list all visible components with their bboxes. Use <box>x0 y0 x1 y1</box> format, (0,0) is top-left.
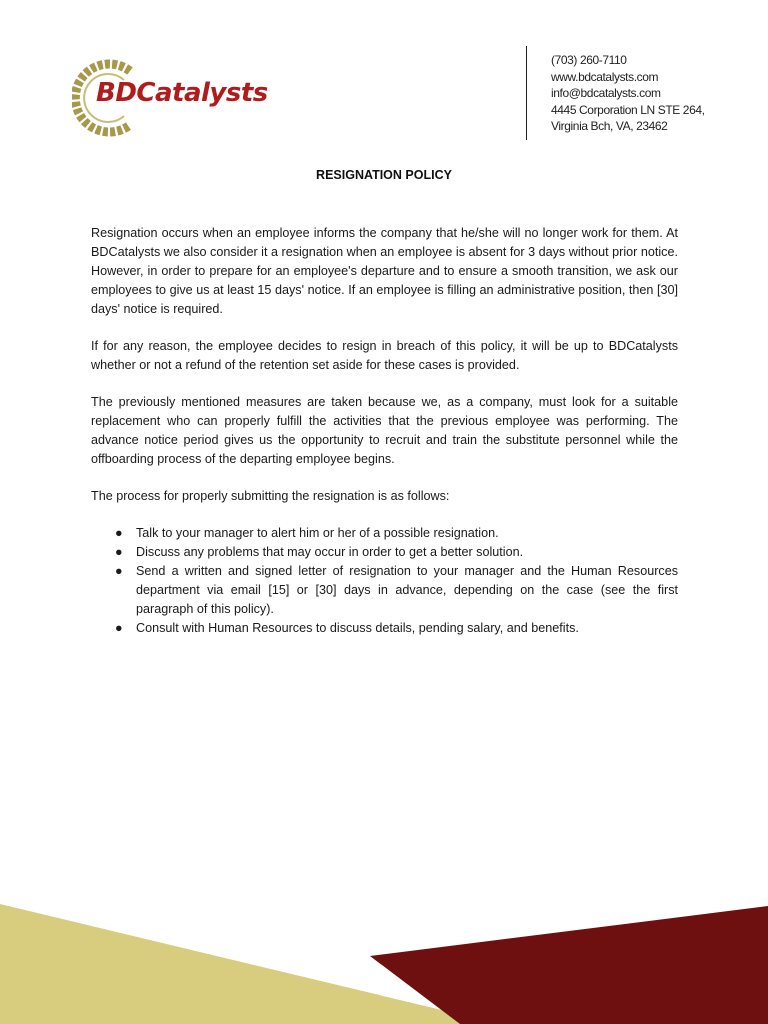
list-item <box>91 543 678 562</box>
list-item <box>91 562 678 619</box>
bullet-icon: ● <box>115 545 123 559</box>
paragraph-measures: The previously mentioned measures are taken because we, as a company, must look for a suitable replacement who can properly fulfill the activities that the previous employee was performing. The advance notice period gives us the opportunity to recruit and train the substitute personnel while the offboarding process of the departing employee begins. <box>91 395 678 466</box>
contact-address-line2: Virginia Bch, VA, 23462 <box>551 119 668 134</box>
list-item-text: Talk to your manager to alert him or her of a possible resignation. <box>136 526 499 540</box>
list-item-text: Send a written and signed letter of resignation to your manager and the Human Resources department via email [15] or [30] days in advance, depending on the case (see the first paragraph of this policy). <box>136 564 678 616</box>
paragraph-definition: Resignation occurs when an employee informs the company that he/she will no longer work for them. At BDCatalysts we also consider it a resignation when an employee is absent for 3 days without prior notice. However, in order to prepare for an employee's departure and to ensure a smooth transition, we ask our employees to give us at least 15 days' notice. If an employee is filling an administrative position, then [30] days' notice is required. <box>91 226 678 316</box>
logo-wordmark: BDCatalysts <box>96 78 268 108</box>
process-steps-list <box>91 524 678 638</box>
list-item <box>91 619 678 638</box>
contact-address-line1: 4445 Corporation LN STE 264, <box>551 102 705 117</box>
contact-email: info@bdcatalysts.com <box>551 86 661 101</box>
contact-website: www.bdcatalysts.com <box>551 69 659 84</box>
bullet-icon: ● <box>115 621 123 635</box>
paragraph-breach: If for any reason, the employee decides to resign in breach of this policy, it will be up to BDCatalysts whether or not a refund of the retention set aside for these cases is provided. <box>91 339 678 372</box>
paragraph-process-intro: The process for properly submitting the resignation is as follows: <box>91 489 450 503</box>
company-logo <box>72 58 292 138</box>
bullet-icon: ● <box>115 564 123 578</box>
contact-phone: (703) 260-7110 <box>551 53 627 67</box>
header-divider <box>526 46 527 140</box>
footer-decoration <box>0 890 768 1024</box>
document-body <box>91 224 678 638</box>
list-item-text: Discuss any problems that may occur in order to get a better solution. <box>136 545 524 559</box>
bullet-icon: ● <box>115 526 123 540</box>
contact-block <box>551 52 705 135</box>
list-item-text: Consult with Human Resources to discuss details, pending salary, and benefits. <box>136 621 579 635</box>
document-title: RESIGNATION POLICY <box>316 168 452 182</box>
footer-red-band <box>370 906 768 1024</box>
list-item <box>91 524 678 543</box>
